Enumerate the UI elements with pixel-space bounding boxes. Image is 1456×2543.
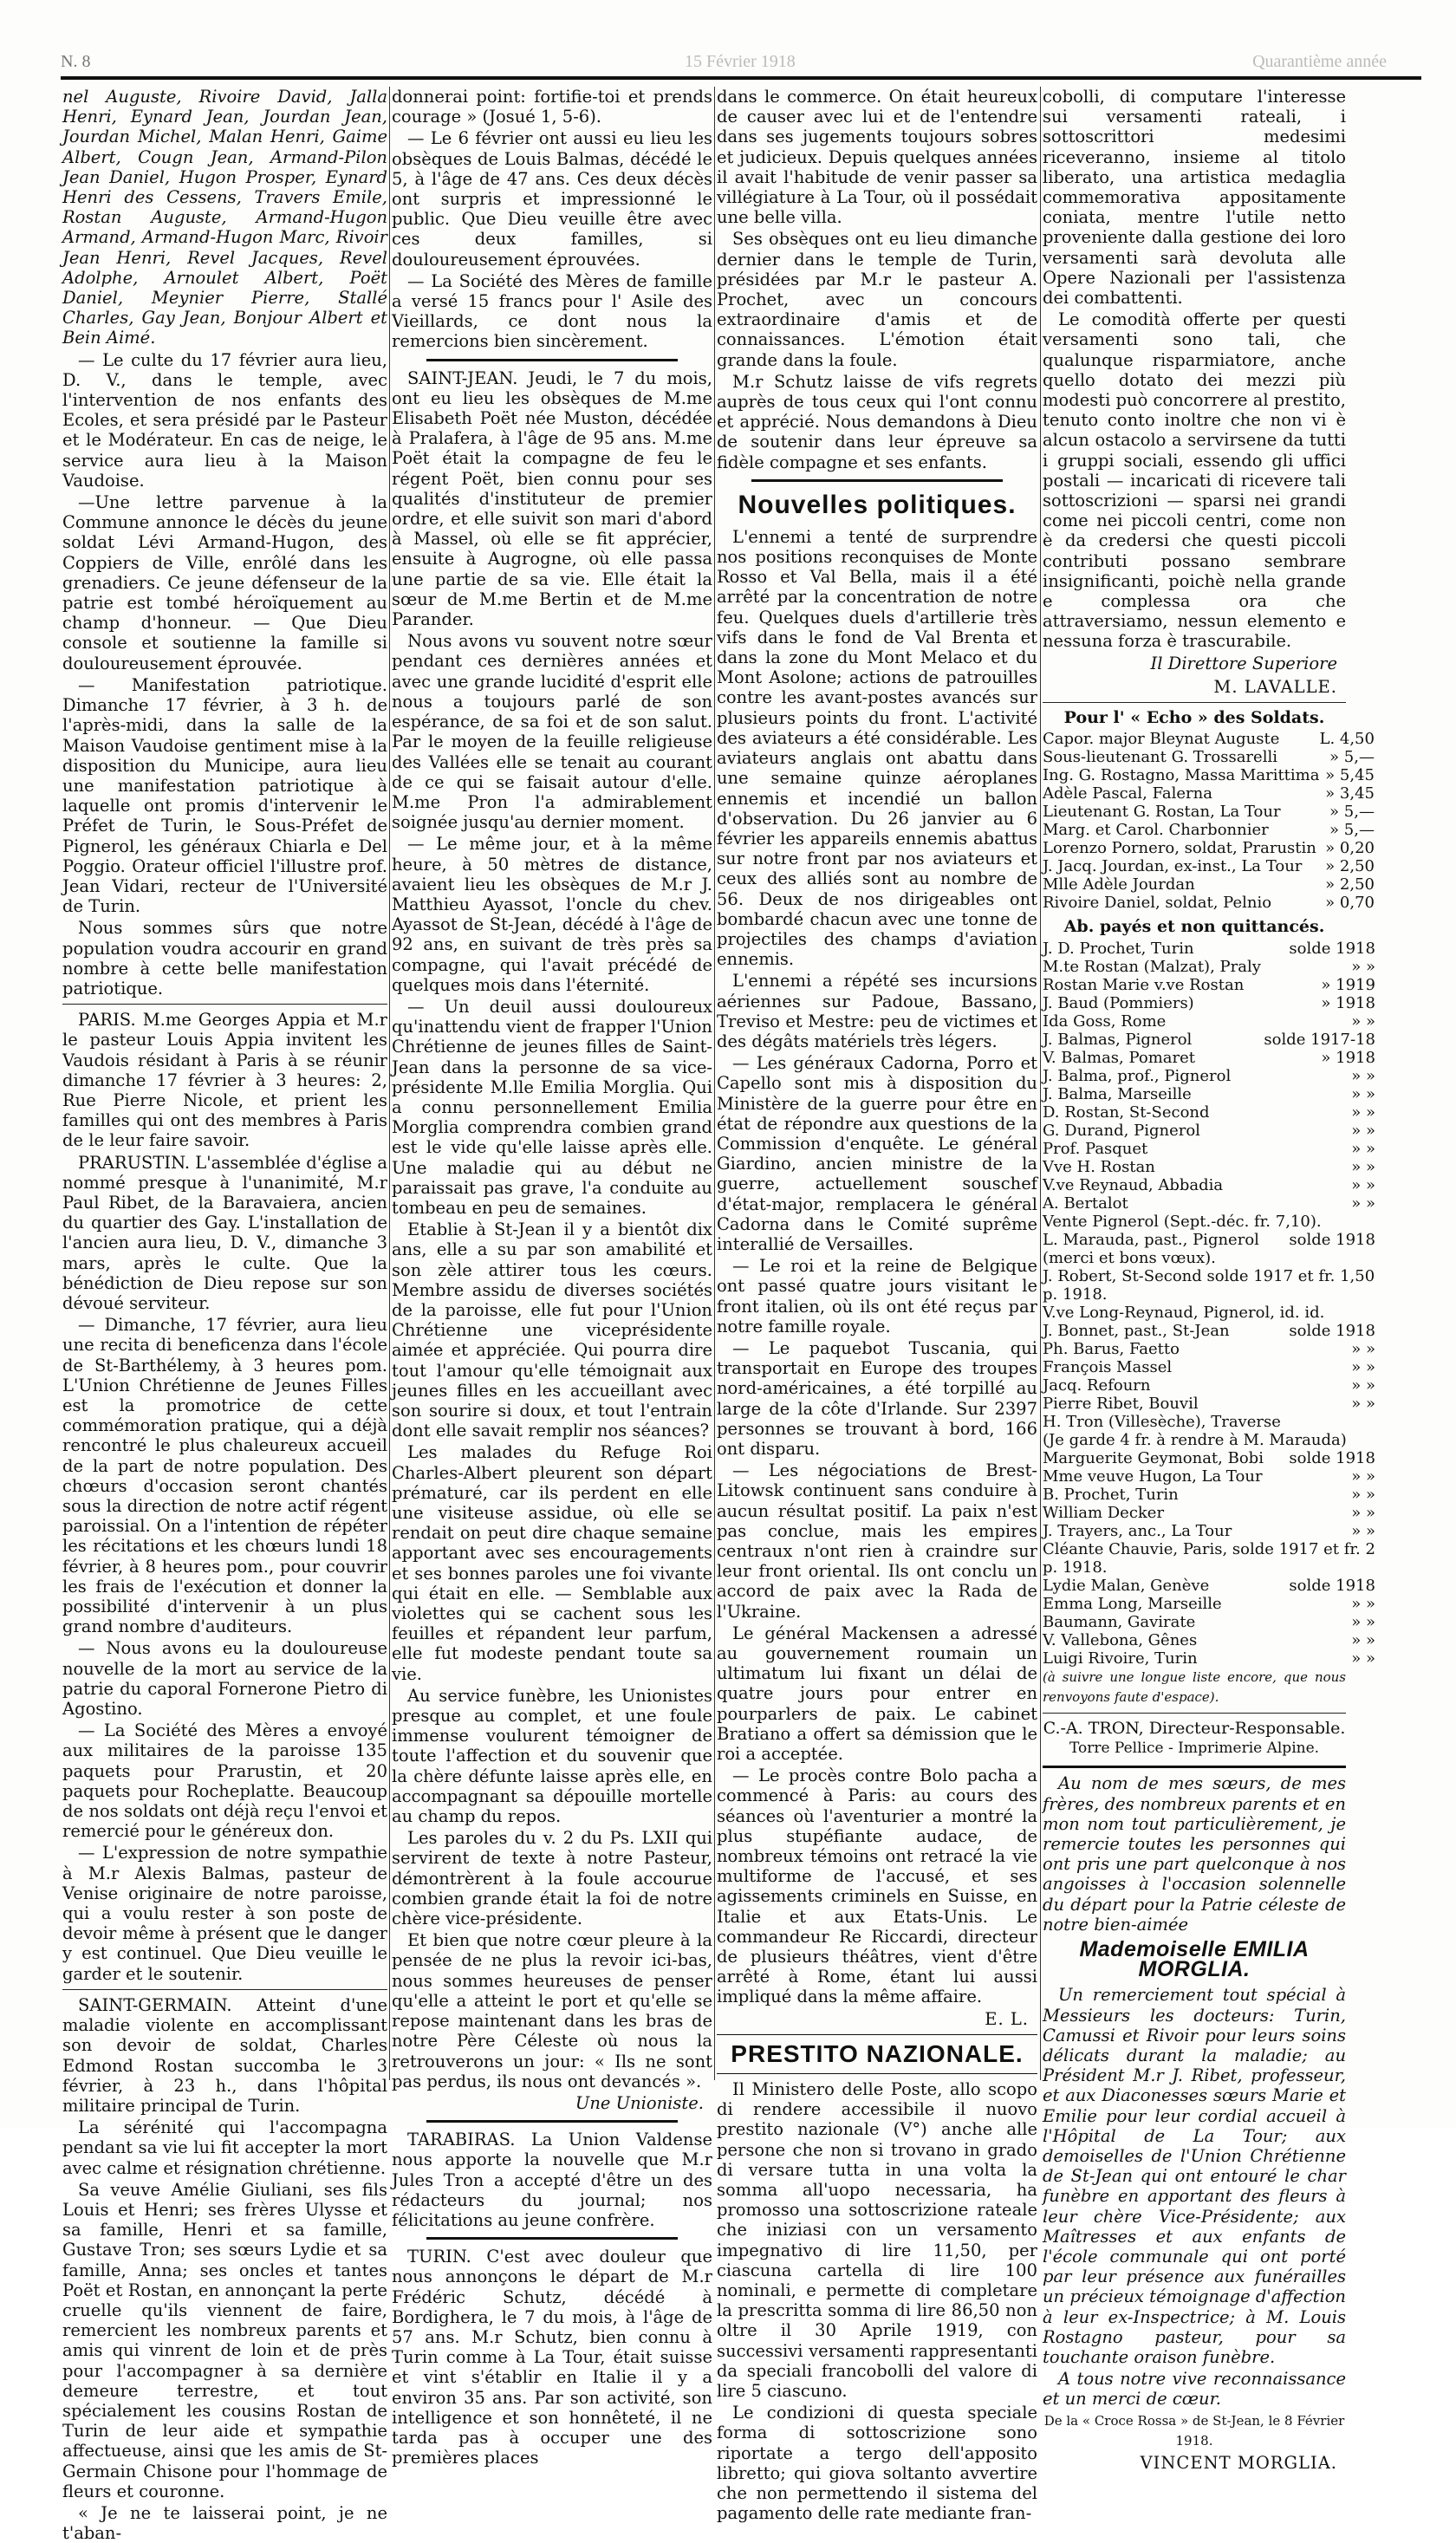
row-label: Mme veuve Hugon, La Tour (1043, 1467, 1263, 1486)
page-header (61, 52, 1421, 76)
article-paragraph: La sérénité qui l'accompagna pendant sa vie lui fit accepter la mort avec calme et résignation chrétienne. (62, 2117, 387, 2178)
article-paragraph: — Le culte du 17 février aura lieu, D. V., dans le temple, avec l'intervention de nos enfants des Ecoles, et sera présidé par le Pasteur et le Modérateur. En cas de neige, le service aura lieu à la Maison Vaudoise. (62, 349, 387, 491)
subscriptions-table (1043, 940, 1375, 1668)
article-paragraph: — Le paquebot Tuscania, qui transportait en Europe des troupes nord-américaines, a été torpillé au large de la côte d'Irlande. Sur 2397 personnes se trouvant à bord, 166 ont disparu. (717, 1337, 1037, 1459)
politics-signature: E. L. (985, 2008, 1029, 2029)
article-paragraph: — Nous avons eu la douloureuse nouvelle de la mort au service de la patrie du caporal Fornerone Pietro di Agostino. (62, 1638, 387, 1720)
row-label: Marg. et Carol. Charbonnier (1043, 821, 1269, 840)
subscription-row (1043, 1231, 1375, 1249)
row-value: » » (1351, 1193, 1375, 1213)
row-value: » 2,50 (1325, 857, 1375, 876)
row-label: William Decker (1043, 1503, 1165, 1522)
subscription-row (1043, 958, 1375, 976)
subscription-row (1043, 940, 1375, 958)
subscription-row (1043, 1595, 1375, 1613)
article-paragraph: — Dimanche, 17 février, aura lieu une recita di beneficenza dans l'école de St-Barthélemy, à 3 heures pom. L'Union Chrétienne de Jeunes Filles est la promotrice de cette commémoration pratique, qui a déjà rencontré le plus chaleureux accueil de la part de notre population. Des chœurs d'occasion seront chantés sous la direction de notre actif régent paroissial. On a l'intention de répéter les récitations et les chœurs lundi 18 février, à 8 heures pom., pour couvrir les frais de l'exécution et donner la possibilité d'intervenir à un plus grand nombre d'auditeurs. (62, 1315, 387, 1637)
article-paragraph: Nous sommes sûrs que notre population voudra accourir en grand nombre à cette belle manifestation patriotique. (62, 918, 387, 998)
row-label: Lieutenant G. Rostan, La Tour (1043, 803, 1281, 822)
row-value: » » (1351, 1121, 1375, 1140)
notice-signature: VINCENT MORGLIA. (1140, 2453, 1337, 2474)
row-value: » » (1351, 1594, 1375, 1613)
article-paragraph: SAINT-GERMAIN. Atteint d'une maladie violente en accomplissant son devoir de soldat, Charles Edmond Rostan succomba le 3 février, à 23 h., dans l'hôpital militaire principal de Turin. (62, 1994, 387, 2116)
article-paragraph: SAINT-JEAN. Jeudi, le 7 du mois, ont eu lieu les obsèques de M.me Elisabeth Poët née Muston, décédée à Pralafera, à l'âge de 95 ans. M.me Poët était la compagne de feu le régent Poët, bien connu pour ses qualités d'instituteur de premier ordre, et elle suivit son mari d'abord à Massel, où elle se fit apprécier, ensuite à Augrogne, où elle passa une partie de sa vie. Elle était la sœur de M.me Bertin et de M.me Parander. (392, 367, 712, 630)
subscription-row (1043, 1122, 1375, 1140)
donation-row (1043, 821, 1375, 839)
donations-table (1043, 730, 1375, 912)
donation-row (1043, 784, 1375, 803)
row-label: Pierre Ribet, Bouvil (1043, 1394, 1199, 1413)
subscription-row (1043, 1522, 1375, 1540)
article-paragraph: — La Société des Mères a envoyé aux militaires de la paroisse 135 paquets pour Prarustin, et 20 paquets pour Rocheplatte. Beaucoup de nos soldats ont déjà reçu l'envoi et remercié pour le généreux don. (62, 1720, 387, 1842)
article-paragraph: PRARUSTIN. L'assemblée d'église a nommé presque à l'unanimité, M.r Paul Ribet, de la Baravaiera, ancien du quartier des Gay. L'installation de l'ancien aura lieu, D. V., dimanche 3 mars, après le culte. Que la bénédiction de Dieu repose sur son dévoué serviteur. (62, 1152, 387, 1313)
subscription-row (1043, 1304, 1375, 1322)
editor-line: C.-A. TRON, Directeur-Responsable. (1043, 1718, 1346, 1738)
row-label: Vve H. Rostan (1043, 1157, 1155, 1176)
row-label: Rostan Marie v.ve Rostan (1043, 975, 1245, 994)
header-rule (61, 76, 1421, 80)
subscription-row (1043, 1540, 1375, 1558)
notice-intro: Au nom de mes sœurs, de mes frères, des nombreux parents et en mon nom tout particulièrement, je remercie toutes les personnes qui ont pris une part quelconque à nos angoisses à l'occasion solennelle du départ pour la Patrie céleste de notre bien-aimée (1043, 1773, 1346, 1935)
header-date: 15 Février 1918 (685, 52, 796, 71)
donation-row (1043, 766, 1375, 784)
subscription-row (1043, 1631, 1375, 1649)
row-value: » » (1351, 1394, 1375, 1413)
article-paragraph: —Une lettre parvenue à la Commune annonce le décès du jeune soldat Lévi Armand-Hugon, des Coppiers de Ville, enrôlé dans les grenadiers. Ce jeune défenseur de la patrie est tombé héroïquement au champ d'honneur. — Que Dieu console et soutienne la famille si douloureusement éprouvée. (62, 492, 387, 673)
donation-row (1043, 839, 1375, 857)
row-label: Sous-lieutenant G. Trossarelli (1043, 748, 1277, 767)
subscription-row (1043, 1486, 1375, 1504)
row-label: Adèle Pascal, Falerna (1043, 784, 1212, 803)
donation-row (1043, 857, 1375, 875)
row-label: Baumann, Gavirate (1043, 1612, 1196, 1631)
article-signature: Une Unioniste. (575, 2092, 704, 2113)
separator (426, 359, 678, 361)
row-value: » » (1351, 1521, 1375, 1540)
printer-line: Torre Pellice - Imprimerie Alpine. (1069, 1740, 1320, 1758)
row-label: M.te Rostan (Malzat), Praly (1043, 957, 1261, 976)
row-value: solde 1918 (1289, 1321, 1375, 1340)
article-paragraph: — Les généraux Cadorna, Porro et Capello sont mis à disposition du Ministère de la guerre pour être en état de répondre aux questions de la Commission d'enquête. Le général Giardino, ancien ministre de la guerre, actuellement souschef d'état-major, remplacera le général Cadorna dans le Comité suprême interallié de Versailles. (717, 1053, 1037, 1254)
subscription-row (1043, 994, 1375, 1012)
subscription-row (1043, 1449, 1375, 1467)
article-paragraph: M.r Schutz laisse de vifs regrets auprès de tous ceux qui l'ont connu et apprécié. Nous demandons à Dieu de soutenir dans leur épreuve sa fidèle compagne et ses enfants. (717, 371, 1037, 472)
row-value: » » (1351, 1612, 1375, 1631)
row-value: » » (1351, 1485, 1375, 1504)
row-value: » 1918 (1321, 993, 1375, 1012)
notice-source: De la « Croce Rossa » de St-Jean, le 8 Février 1918. (1043, 2412, 1345, 2449)
subscription-row (1043, 1467, 1375, 1486)
row-label: V. Vallebona, Gênes (1043, 1630, 1198, 1649)
row-label: J. Balmas, Pignerol (1043, 1030, 1193, 1049)
row-value: solde 1917-18 (1264, 1030, 1375, 1049)
row-label: Ph. Barus, Faetto (1043, 1339, 1180, 1358)
subscription-row (1043, 1176, 1375, 1194)
row-label: J. Trayers, anc., La Tour (1043, 1521, 1232, 1540)
article-paragraph: — Un deuil aussi douloureux qu'inattendu vient de frapper l'Union Chrétienne de jeunes filles de Saint-Jean dans la personne de sa vice-présidente M.lle Emilia Morglia. Qui a connu personnellement Emilia Morglia comprendra combien grand est le vide qu'elle laisse après elle. Une maladie qui au début ne paraissait pas grave, l'a conduite au tombeau en peu de semaines. (392, 996, 712, 1218)
article-paragraph: Nous avons vu souvent notre sœur pendant ces dernières années et avec une grande lucidité d'esprit elle nous a toujours parlé de son espérance, de sa foi et de son salut. Par le moyen de la feuille religieuse des Vallées elle se tenait au courant de ce qui se faisait autour d'elle. M.me Pron l'a admirablement soignée jusqu'au dernier moment. (392, 631, 712, 833)
row-label: V. Balmas, Pomaret (1043, 1048, 1196, 1067)
subscription-row (1043, 1649, 1375, 1668)
row-value: » » (1351, 1467, 1375, 1486)
notice-closing: A tous notre vive reconnaissance et un merci de cœur. (1043, 2369, 1346, 2410)
subscription-row (1043, 1431, 1375, 1449)
subscription-row (1043, 1558, 1375, 1577)
column-1 (62, 87, 387, 2543)
subscription-row (1043, 1103, 1375, 1122)
article-paragraph: Le condizioni di questa speciale forma di sottoscrizione sono riportate a tergo dell'apposito libretto; qui giova soltanto avvertire che non permettendo il sistema del pagamento delle rate mediante fran- (717, 2403, 1037, 2524)
row-label: Cléante Chauvie, Paris, solde 1917 et fr. 2 (1043, 1539, 1375, 1558)
row-value: » 5,— (1329, 821, 1375, 840)
row-value: » 2,50 (1325, 875, 1375, 894)
article-paragraph: — Le procès contre Bolo pacha a commencé à Paris: au cours des séances où l'aventurier a montré la plus stupéfiante audace, de nombreux témoins ont retracé la vie multiforme de l'accusé, et ses agissements criminels en Suisse, en Italie et aux Etats-Unis. Le commandeur Re Riccardi, directeur de plusieurs théâtres, vient d'être arrêté à Rome, étant lui aussi impliqué dans la même affaire. (717, 1766, 1037, 2007)
column-3 (717, 87, 1037, 2524)
row-value: » 0,70 (1325, 894, 1375, 913)
donation-row (1043, 748, 1375, 766)
row-label: D. Rostan, St-Second (1043, 1102, 1210, 1122)
separator (426, 2120, 678, 2123)
row-value: » » (1351, 1066, 1375, 1085)
row-value: » 0,20 (1325, 839, 1375, 858)
article-paragraph: Les malades du Refuge Roi Charles-Albert pleurent son départ prématuré, car ils perdent en elle une visiteuse assidue, où elle se rendait on peut dire chaque semaine apportant avec ses encouragements et ses bonnes paroles une foi vivante qui était en elle. — Semblable aux violettes qui se cachent sous les feuilles et répandent leur parfum, elle fut modeste pendant toute sa vie. (392, 1442, 712, 1684)
separator (62, 1989, 387, 1990)
subscription-row (1043, 1413, 1375, 1431)
row-label: Prof. Pasquet (1043, 1139, 1148, 1158)
row-value: solde 1918 (1289, 1576, 1375, 1595)
header-volume: Quarantième année (1252, 52, 1387, 71)
row-label: J. Balma, prof., Pignerol (1043, 1066, 1232, 1085)
row-value: » » (1351, 1011, 1375, 1031)
subscription-row (1043, 1158, 1375, 1176)
subscription-row (1043, 1249, 1375, 1267)
row-label: G. Durand, Pignerol (1043, 1121, 1200, 1140)
article-paragraph: donnerai point: fortifie-toi et prends courage » (Josué 1, 5-6). (392, 87, 712, 127)
subscription-row (1043, 1340, 1375, 1358)
echo-heading: Pour l' « Echo » des Soldats. (1063, 708, 1325, 728)
row-label: Jacq. Refourn (1043, 1376, 1151, 1395)
separator (62, 1004, 387, 1005)
subscription-row (1043, 1285, 1375, 1304)
article-paragraph: — Le 6 février ont aussi eu lieu les obsèques de Louis Balmas, décédé le 5, à l'âge de 47 ans. Ces deux décès ont surpris et impressionné le public. Que Dieu veuille être avec ces deux familles, si douloureusement éprouvées. (392, 128, 712, 270)
subscription-row (1043, 1267, 1375, 1285)
article-paragraph: Etablie à St-Jean il y a bientôt dix ans, elle a su par son amabilité et son zèle attirer tous les cœurs. Membre assidu de diverses sociétés de la paroisse, elle fut pour l'Union Chrétienne une viceprésidente aimée et appréciée. Qui pourra dire tout l'amour qu'elle témoignait aux jeunes filles en les accueillant avec son sourire si doux, et tout l'entrain dont elle savait remplir nos séances? (392, 1219, 712, 1441)
subscription-row (1043, 1358, 1375, 1376)
director-name: M. LAVALLE. (1213, 676, 1337, 697)
donation-row (1043, 803, 1375, 821)
row-label: Lydie Malan, Genève (1043, 1576, 1210, 1595)
list-note: (à suivre une longue liste encore, que nous renvoyons faute d'espace). (1043, 1668, 1346, 1705)
row-value: » 3,45 (1325, 784, 1375, 803)
subscription-row (1043, 1504, 1375, 1522)
row-label: V.ve Long-Reynaud, Pignerol, id. id. (1043, 1303, 1325, 1322)
row-label: p. 1918. (1043, 1558, 1108, 1577)
subscription-row (1043, 1012, 1375, 1031)
row-label: J. D. Prochet, Turin (1043, 939, 1194, 958)
row-label: L. Marauda, past., Pignerol (1043, 1230, 1259, 1249)
notice-name: Mademoiselle EMILIA MORGLIA. (1079, 1936, 1310, 1982)
article-paragraph: Ses obsèques ont eu lieu dimanche dernier dans le temple de Turin, présidées par M.r le pasteur A. Prochet, avec un concours extraordinaire d'amis et de connaissances. L'émotion était grande dans la foule. (717, 229, 1037, 370)
row-label: Capor. major Bleynat Auguste (1043, 730, 1280, 749)
row-value: solde 1918 (1289, 939, 1375, 958)
notice-body: Un remerciement tout spécial à Messieurs les docteurs: Turin, Camussi et Rivoir pour leurs soins délicats durant la maladie; au Président M.r J. Ribet, professeur, et aux Diaconesses sœurs Marie et Emilie pour leur cordial accueil à l'Hôpital de La Tour; aux demoiselles de l'Union Chrétienne de St-Jean qui ont entouré le char funèbre en apportant des fleurs à leur chère Vice-Présidente; aux Maîtresses et aux enfants de l'école communale qui ont porté par leur présence aux funérailles un précieux témoignage d'affection à leur ex-Inspectrice; à M. Louis Rostagno pasteur, pour sa touchante oraison funèbre. (1043, 1985, 1346, 2367)
row-label: Mlle Adèle Jourdan (1043, 875, 1195, 894)
article-paragraph: Sa veuve Amélie Giuliani, ses fils Louis et Henri; ses frères Ulysse et sa famille, Henri et sa famille, Gustave Tron; ses sœurs Lydie et sa famille, Anna; ses oncles et tantes Poët et Rostan, en annonçant la perte cruelle qu'ils viennent de faire, remercient les nombreux parents et amis qui vinrent de loin et de près pour l'accompagner à sa dernière demeure terrestre, et tout spécialement les cousins Rostan de Turin de leur aide et sympathie affectueuse, ainsi que les amis de St-Germain Chisone pour l'hommage de fleurs et couronne. (62, 2179, 387, 2501)
subscription-row (1043, 1376, 1375, 1395)
row-value: » 5,— (1329, 803, 1375, 822)
director-title: Il Direttore Superiore (1150, 653, 1337, 673)
subscription-row (1043, 1395, 1375, 1413)
row-label: Marguerite Geymonat, Bobi (1043, 1448, 1264, 1467)
article-paragraph: « Je ne te laisserai point, je ne t'aban- (62, 2502, 387, 2543)
article-paragraph: Au service funèbre, les Unionistes presque au complet, et une foule immense voulurent témoigner de toute l'affection et du souvenir que la chère défunte laisse après elle, en accompagnant sa dépouille mortelle au champ du repos. (392, 1685, 712, 1827)
row-label: Ing. G. Rostagno, Massa Marittima (1043, 766, 1320, 785)
article-paragraph: dans le commerce. On était heureux de causer avec lui et de l'entendre dans ses jugements toujours sobres et judicieux. Depuis quelques années il avait l'habitude de venir passer sa villégiature à La Tour, où il possédait une belle villa. (717, 87, 1037, 228)
article-paragraph: L'ennemi a tenté de surprendre nos positions reconquises de Monte Rosso et Val Bella, mais il a été arrêté par la concentration de notre feu. Quelques duels d'artillerie très vifs dans le fond de Val Brenta et dans la zone du Mont Melaco et du Mont Asolone; actions de patrouilles contre les avant-postes avancés sur plusieurs points du front. L'activité des aviateurs a été considérable. Les aviateurs anglais ont abattu dans une semaine quinze aéroplanes ennemis et incendié un ballon d'observation. Du 26 janvier au 6 février les appareils ennemis abattus sur notre front par nos aviateurs et ceux des alliés sont au nombre de 56. Deux de nos dirigeables ont bombardé chacun avec une tonne de projectiles des champs d'aviation ennemis. (717, 526, 1037, 970)
row-label: Rivoire Daniel, soldat, Pelnio (1043, 894, 1272, 913)
subscription-row (1043, 1322, 1375, 1340)
column-divider (714, 87, 715, 2080)
article-paragraph: — Le même jour, et à la même heure, à 50 mètres de distance, avaient lieu les obsèques de M.r J. Matthieu Ayassot, l'oncle du chev. Ayassot de St-Jean, décédé à l'âge de 92 ans, en suivant de très près sa compagne, qui l'avait précédé de quelques mois dans l'éternité. (392, 834, 712, 995)
row-value: » » (1351, 1357, 1375, 1376)
article-paragraph: Et bien que notre cœur pleure à la pensée de ne plus la revoir ici-bas, nous sommes heureuses de penser qu'elle a atteint le port et qu'elle se repose maintenant dans les bras de notre Père Céleste où nous la retrouverons un jour: « Ils ne sont pas perdus, ils nous ont devancés ». (392, 1930, 712, 2091)
donation-row (1043, 894, 1375, 912)
row-value: » » (1351, 1175, 1375, 1194)
row-label: François Massel (1043, 1357, 1173, 1376)
row-value: » » (1351, 1139, 1375, 1158)
subscription-row (1043, 1031, 1375, 1049)
row-label: Lorenzo Pornero, soldat, Prarustin (1043, 839, 1316, 858)
column-4 (1043, 87, 1375, 2474)
row-label: B. Prochet, Turin (1043, 1485, 1179, 1504)
subscription-row (1043, 1213, 1375, 1231)
subscription-row (1043, 1085, 1375, 1103)
row-label: Ida Goss, Rome (1043, 1011, 1167, 1031)
subscription-row (1043, 976, 1375, 994)
article-paragraph: L'ennemi a répété ses incursions aériennes sur Padoue, Bassano, Treviso et Mestre: peu de victimes et des dégâts matériels très légers. (717, 971, 1037, 1051)
row-value: » » (1351, 1102, 1375, 1122)
row-value: » 1918 (1321, 1048, 1375, 1067)
column-divider (1040, 87, 1041, 2080)
row-value: » 5,45 (1325, 766, 1375, 785)
row-value: » » (1351, 1339, 1375, 1358)
article-paragraph: — La Société des Mères de famille a versé 15 francs pour l' Asile des Vieillards, ce dont nous la remercions bien sincèrement. (392, 270, 712, 352)
subscription-row (1043, 1140, 1375, 1158)
row-label: J. Balma, Marseille (1043, 1084, 1192, 1103)
article-paragraph: Le comodità offerte per questi versamenti sono tali, che qualunque risparmiatore, anche quello dotato dei mezzi più modesti può concorrere al prestito, tenuto conto inoltre che non vi è alcun ostacolo a servirsene da tutti i gruppi sociali, essendo gli uffici postali — incaricati di ricevere tali sottoscrizioni — sparsi nei grandi come nei piccoli centri, come non è da credersi che questi piccoli contributi possano sembrare insignificanti, poichè nella grande e complessa ora che attraversiamo, nessun elemento e nessuna forza è trascurabile. (1043, 309, 1346, 652)
subscription-row (1043, 1577, 1375, 1595)
article-paragraph: — Manifestation patriotique. Dimanche 17 février, à 3 h. de l'après-midi, dans la salle de la Maison Vaudoise gentiment mise à la disposition du Municipe, aura lieu une manifestation patriotique à laquelle ont promis d'intervenir le Préfet de Turin, le Sous-Préfet de Pignerol, les généraux Chiarla e Del Poggio. Orateur officiel l'illustre prof. Jean Vidari, recteur de l'Université de Turin. (62, 674, 387, 917)
article-paragraph: Le général Mackensen a adressé au gouvernement roumain un ultimatum lui fixant un délai de quatre jours pour entrer en pourparlers de paix. Le cabinet Bratiano a offert sa démission que le roi a acceptée. (717, 1623, 1037, 1765)
donation-row (1043, 875, 1375, 894)
column-2 (392, 87, 712, 2468)
separator (1043, 702, 1346, 703)
row-label: H. Tron (Villesèche), Traverse (1043, 1412, 1281, 1431)
row-value: » » (1351, 1376, 1375, 1395)
row-label: A. Bertalot (1043, 1193, 1128, 1213)
subscriptions-heading: Ab. payés et non quittancés. (1063, 917, 1325, 937)
subscription-row (1043, 1613, 1375, 1631)
donation-row (1043, 730, 1375, 748)
column-divider (389, 87, 390, 2080)
row-label: J. Jacq. Jourdan, ex-inst., La Tour (1043, 857, 1303, 876)
row-label: (merci et bons vœux). (1043, 1248, 1216, 1267)
article-paragraph: — L'expression de notre sympathie à M.r Alexis Balmas, pasteur de Venise originaire de notre paroisse, qui a voulu rester à son poste de devoir même à présent que le danger y est continuel. Que Dieu veuille le garder et le soutenir. (62, 1843, 387, 1984)
separator (426, 2237, 678, 2240)
row-label: J. Bonnet, past., St-Jean (1043, 1321, 1230, 1340)
article-paragraph: — Les négociations de Brest-Litowsk continuent sans conduire à aucun résultat positif. La paix n'est pas conclue, mais les empires centraux n'ont rien à craindre sur leur front oriental. Ils ont conclu un accord de paix avec la Rada de l'Ukraine. (717, 1460, 1037, 1622)
row-label: J. Robert, St-Second solde 1917 et fr. 1,50 (1043, 1266, 1375, 1285)
row-label: (Je garde 4 fr. à rendre à M. Marauda) (1043, 1430, 1347, 1449)
separator (1043, 1713, 1346, 1714)
article-paragraph: nel Auguste, Rivoire David, Jalla Henri, Eynard Jean, Jourdan Jean, Jourdan Michel, Malan Henri, Gaime Albert, Cougn Jean, Armand-Pilon Jean Daniel, Hugon Prosper, Eynard Henri des Cessens, Travers Emile, Rostan Auguste, Armand-Hugon Armand, Armand-Hugon Marc, Rivoir Jean Henri, Revel Jacques, Revel Adolphe, Arnoulet Albert, Poët Daniel, Meynier Pierre, Stallé Charles, Gay Jean, Bonjour Albert et Bein Aimé. (62, 87, 387, 348)
row-value: » » (1351, 1503, 1375, 1522)
subscription-row (1043, 1194, 1375, 1213)
article-paragraph: PARIS. M.me Georges Appia et M.r le pasteur Louis Appia invitent les Vaudois résidant à Paris à se réunir dimanche 17 février à 3 heures: 2, Rue Pierre Nicole, et prient les familles qui ont des membres à Paris de le leur faire savoir. (62, 1010, 387, 1151)
article-paragraph: Il Ministero delle Poste, allo scopo di rendere accessibile il nuovo prestito nazionale (V°) anche alle persone che non si trovano in grado di versare tutta in una volta la somma all'uopo necessaria, ha promosso una sottoscrizione rateale che iniziasi con un versamento impegnativo di lire 11,50, per ciascuna cartella di lire 100 nominali, e permette di completare la prescritta somma di lire 86,50 non oltre il 30 Aprile 1919, con successivi versamenti rappresentanti da speciali francobolli del valore di lire 5 ciascuno. (717, 2078, 1037, 2401)
row-value: » » (1351, 1649, 1375, 1668)
row-value: » » (1351, 1084, 1375, 1103)
row-value: L. 4,50 (1319, 730, 1375, 749)
subscription-row (1043, 1049, 1375, 1067)
row-label: Emma Long, Marseille (1043, 1594, 1222, 1613)
row-value: » » (1351, 1157, 1375, 1176)
separator (751, 479, 1003, 482)
row-value: » 1919 (1321, 975, 1375, 994)
row-value: » » (1351, 957, 1375, 976)
article-paragraph: TURIN. C'est avec douleur que nous annonçons le départ de M.r Frédéric Schutz, décédé à Bordighera, le 7 du mois, à l'âge de 57 ans. M.r Schutz, bien connu à Turin comme à La Tour, était suisse et vint s'établir en Italie il y a environ 35 ans. Par son activité, son intelligence et son honnêteté, il ne tarda pas à occuper une des premières places (392, 2247, 712, 2468)
row-label: V.ve Reynaud, Abbadia (1043, 1175, 1224, 1194)
row-label: J. Baud (Pommiers) (1043, 993, 1194, 1012)
article-paragraph: TARABIRAS. La Union Valdense nous apporte la nouvelle que M.r Jules Tron a accepté d'être un des rédacteurs du journal; nos félicitations au jeune confrère. (392, 2130, 712, 2230)
article-paragraph: cobolli, di computare l'interesse sui versamenti rateali, i sottoscrittori medesimi riceveranno, insieme al titolo liberato, una artistica medaglia commemorativa appositamente coniata, mentre l'utile netto proveniente dalla gestione dei loro versamenti sarà devoluta alle Opere Nazionali per l'assistenza dei combattenti. (1043, 87, 1346, 309)
prestito-heading: PRESTITO NAZIONALE. (717, 2034, 1037, 2074)
thanks-notice (1043, 1766, 1346, 2473)
row-label: Luigi Rivoire, Turin (1043, 1649, 1198, 1668)
row-label: p. 1918. (1043, 1285, 1108, 1304)
row-value: solde 1918 (1289, 1448, 1375, 1467)
page-number: N. 8 (61, 52, 91, 71)
row-value: » » (1351, 1630, 1375, 1649)
article-paragraph: — Le roi et la reine de Belgique ont passé quatre jours visitant le front italien, où ils ont été reçus par notre famille royale. (717, 1256, 1037, 1337)
row-value: solde 1918 (1289, 1230, 1375, 1249)
article-paragraph: Les paroles du v. 2 du Ps. LXII qui servirent de texte à notre Pasteur, démontrèrent à la foule accourue combien grande était la foi de notre chère vice-présidente. (392, 1828, 712, 1929)
subscription-row (1043, 1067, 1375, 1085)
politics-heading: Nouvelles politiques. (738, 490, 1017, 519)
row-value: » 5,— (1329, 748, 1375, 767)
row-label: Vente Pignerol (Sept.-déc. fr. 7,10). (1043, 1212, 1322, 1231)
